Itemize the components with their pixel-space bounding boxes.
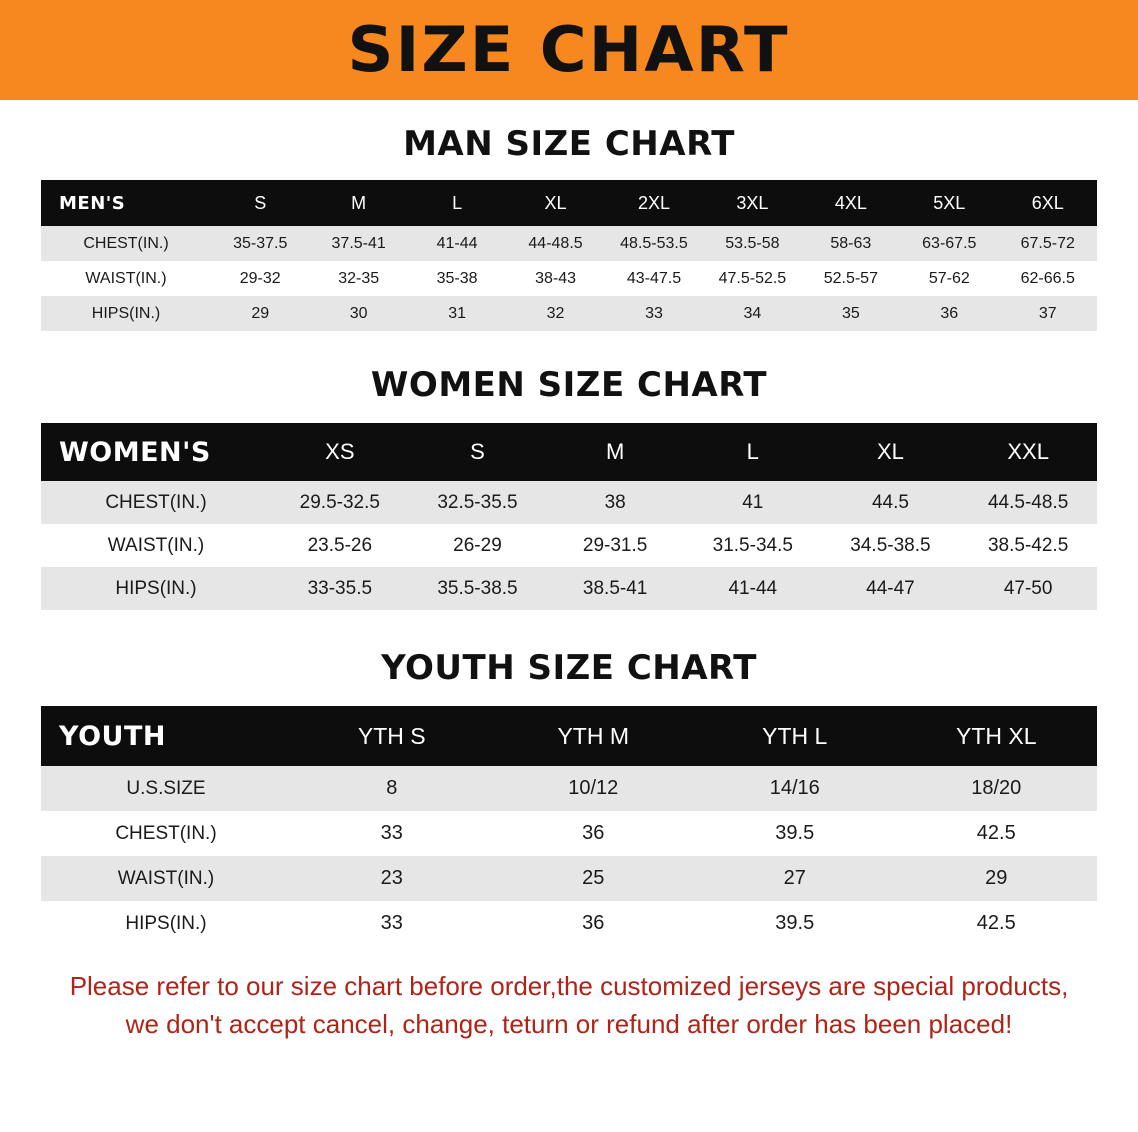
page-title: SIZE CHART: [347, 13, 791, 86]
man-size-col-6: 4XL: [834, 192, 867, 213]
table-row: [41, 567, 1097, 610]
man-cell-1-2: 35-38: [436, 269, 478, 287]
youth-table-wrapper: [41, 706, 1097, 946]
youth-size-col-3: YTH XL: [955, 722, 1037, 749]
youth-cell-2-2: 27: [783, 867, 806, 889]
table-row: [41, 901, 1097, 946]
table-row: [41, 226, 1097, 261]
youth-table-body: [41, 766, 1097, 946]
youth-cell-3-2: 39.5: [775, 912, 815, 934]
women-size-col-1: S: [470, 439, 485, 464]
youth-cell-3-1: 36: [582, 912, 605, 934]
women-cell-1-2: 29-31.5: [582, 534, 648, 556]
women-cell-2-5: 47-50: [1003, 577, 1053, 599]
women-size-col-3: L: [746, 439, 759, 464]
women-cell-1-0: 23.5-26: [307, 534, 373, 556]
table-header-row: [41, 180, 1097, 226]
man-size-col-5: 3XL: [736, 192, 769, 213]
youth-cell-1-3: 42.5: [976, 822, 1016, 844]
women-cell-2-2: 38.5-41: [582, 577, 648, 599]
page-banner: [0, 0, 1138, 100]
man-cell-1-0: 29-32: [239, 269, 281, 287]
man-table-body: [41, 226, 1097, 331]
youth-cell-0-2: 14/16: [769, 777, 820, 799]
man-row-label-1: WAIST(IN.): [85, 269, 167, 287]
women-cell-2-3: 41-44: [728, 577, 778, 599]
table-row: [41, 856, 1097, 901]
man-cell-1-6: 52.5-57: [823, 269, 878, 287]
man-cell-1-8: 62-66.5: [1020, 269, 1075, 287]
youth-row-label-0: U.S.SIZE: [126, 777, 206, 799]
man-row-label-0: CHEST(IN.): [83, 234, 169, 252]
man-cell-2-4: 33: [645, 304, 663, 322]
man-row-label-2: HIPS(IN.): [91, 304, 161, 322]
youth-section-heading: YOUTH SIZE CHART: [381, 648, 757, 688]
man-corner-label: MEN'S: [59, 192, 126, 214]
man-cell-0-5: 53.5-58: [725, 234, 780, 252]
women-cell-0-4: 44.5: [871, 491, 909, 513]
women-size-col-5: XXL: [1007, 439, 1049, 464]
man-size-col-8: 6XL: [1031, 192, 1064, 213]
policy-note: [41, 968, 1097, 1043]
man-table-header: [41, 180, 1097, 226]
youth-cell-0-3: 18/20: [971, 777, 1022, 799]
man-cell-0-0: 35-37.5: [233, 234, 288, 252]
man-cell-0-3: 44-48.5: [528, 234, 583, 252]
man-cell-2-6: 35: [841, 304, 860, 322]
youth-cell-1-0: 33: [380, 822, 403, 844]
man-size-table: [41, 180, 1097, 331]
man-cell-0-1: 37.5-41: [331, 234, 386, 252]
man-cell-0-4: 48.5-53.5: [620, 234, 688, 252]
youth-cell-2-1: 25: [582, 867, 605, 889]
man-cell-0-7: 63-67.5: [922, 234, 977, 252]
women-cell-1-4: 34.5-38.5: [850, 534, 931, 556]
man-size-col-0: S: [254, 192, 267, 213]
women-size-table: [41, 423, 1097, 610]
man-cell-2-2: 31: [448, 304, 466, 322]
man-cell-2-7: 36: [940, 304, 959, 322]
man-section-heading: MAN SIZE CHART: [403, 124, 735, 164]
women-cell-0-5: 44.5-48.5: [987, 491, 1069, 513]
youth-cell-3-0: 33: [380, 912, 403, 934]
women-cell-0-2: 38: [604, 491, 626, 513]
man-cell-2-3: 32: [546, 304, 565, 322]
man-cell-1-7: 57-62: [928, 269, 970, 287]
women-cell-2-1: 35.5-38.5: [437, 577, 518, 599]
women-cell-1-3: 31.5-34.5: [712, 534, 793, 556]
table-row: [41, 296, 1097, 331]
table-row: [41, 524, 1097, 567]
man-size-col-1: M: [351, 192, 367, 213]
man-table-wrapper: [41, 180, 1097, 331]
policy-note-line-1: Please refer to our size chart before order,the customized jerseys are special products,: [69, 971, 1069, 1001]
women-cell-2-0: 33-35.5: [307, 577, 373, 599]
youth-size-table: [41, 706, 1097, 946]
table-row: [41, 766, 1097, 811]
women-table-wrapper: [41, 423, 1097, 610]
youth-row-label-1: CHEST(IN.): [115, 822, 217, 844]
women-size-col-2: M: [605, 439, 625, 464]
women-table-header: [41, 423, 1097, 481]
women-size-col-0: XS: [325, 439, 355, 464]
women-section-heading: WOMEN SIZE CHART: [370, 365, 768, 405]
table-header-row: [41, 706, 1097, 766]
youth-table-header: [41, 706, 1097, 766]
women-cell-0-1: 32.5-35.5: [437, 491, 518, 513]
youth-cell-1-1: 36: [582, 822, 605, 844]
man-cell-2-8: 37: [1038, 304, 1057, 322]
policy-note-line-2: we don't accept cancel, change, teturn or refund after order has been placed!: [125, 1008, 1013, 1039]
table-header-row: [41, 423, 1097, 481]
women-cell-2-4: 44-47: [866, 577, 915, 599]
man-cell-2-5: 34: [743, 304, 762, 322]
youth-row-label-3: HIPS(IN.): [125, 912, 207, 934]
women-cell-0-3: 41: [742, 491, 764, 513]
youth-cell-0-1: 10/12: [568, 777, 619, 799]
man-cell-1-1: 32-35: [338, 269, 380, 287]
man-cell-1-5: 47.5-52.5: [718, 269, 787, 287]
table-row: [41, 811, 1097, 856]
women-row-label-2: HIPS(IN.): [115, 577, 197, 599]
man-cell-1-4: 43-47.5: [626, 269, 682, 287]
table-row: [41, 261, 1097, 296]
women-row-label-1: WAIST(IN.): [107, 534, 205, 556]
youth-row-label-2: WAIST(IN.): [117, 867, 215, 889]
women-cell-0-0: 29.5-32.5: [299, 491, 380, 513]
youth-size-col-0: YTH S: [357, 722, 426, 749]
women-row-label-0: CHEST(IN.): [105, 491, 207, 513]
youth-size-col-2: YTH L: [762, 722, 828, 749]
youth-cell-0-0: 8: [386, 777, 398, 799]
man-size-col-4: 2XL: [637, 192, 670, 213]
women-table-body: [41, 481, 1097, 610]
table-row: [41, 481, 1097, 524]
man-cell-0-2: 41-44: [436, 234, 478, 252]
women-size-col-4: XL: [876, 439, 904, 464]
youth-cell-1-2: 39.5: [775, 822, 815, 844]
man-cell-2-0: 29: [251, 304, 270, 322]
youth-corner-label: YOUTH: [59, 720, 166, 752]
man-cell-0-8: 67.5-72: [1020, 234, 1075, 252]
youth-cell-2-0: 23: [380, 867, 403, 889]
women-cell-1-5: 38.5-42.5: [987, 534, 1069, 556]
man-cell-2-1: 30: [349, 304, 368, 322]
youth-size-col-1: YTH M: [557, 722, 630, 749]
man-cell-1-3: 38-43: [535, 269, 576, 287]
youth-cell-2-3: 29: [985, 867, 1008, 889]
women-corner-label: WOMEN'S: [59, 436, 211, 468]
man-size-col-3: XL: [544, 192, 567, 213]
women-cell-1-1: 26-29: [453, 534, 502, 556]
man-size-col-2: L: [452, 192, 463, 213]
youth-cell-3-3: 42.5: [976, 912, 1016, 934]
man-cell-0-6: 58-63: [830, 234, 872, 252]
man-size-col-7: 5XL: [933, 192, 966, 213]
